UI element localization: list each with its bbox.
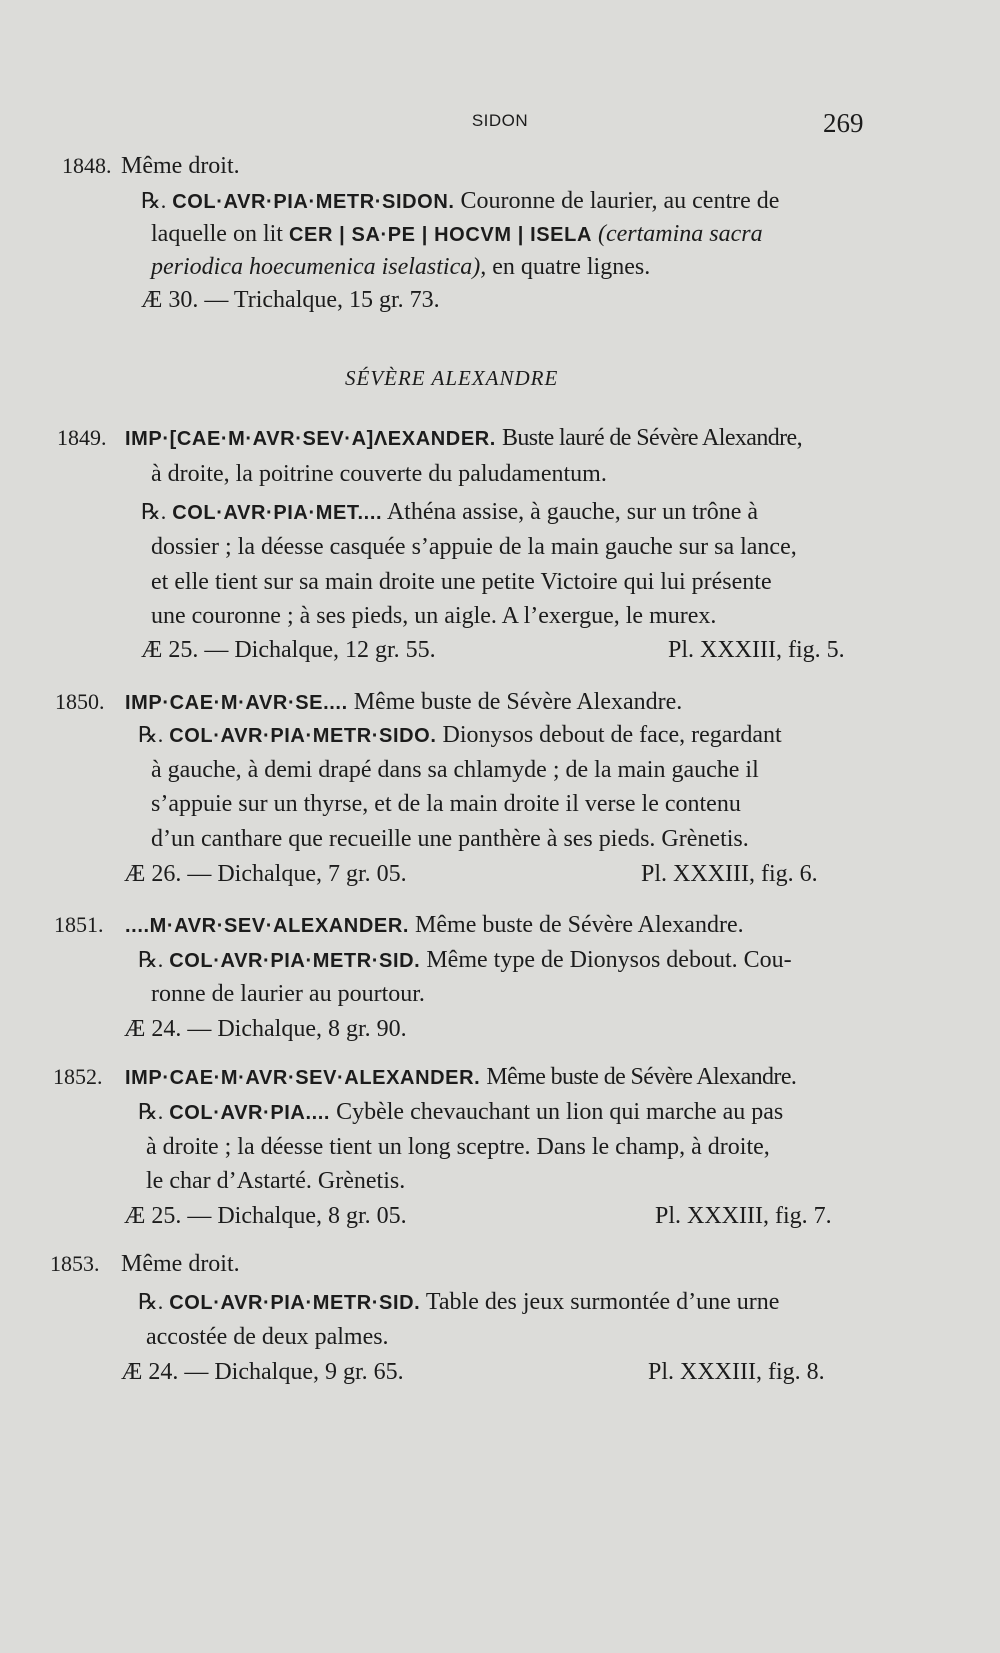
entry-1852-reverse-line2: à droite ; la déesse tient un long sceptre. Dans le champ, à droite, [146, 1134, 770, 1160]
entry-1848-reverse-line1 [141, 185, 779, 218]
entry-1851-metrology: Æ 24. — Dichalque, 8 gr. 90. [124, 1016, 407, 1042]
reverse-symbol: ℞. [138, 1099, 164, 1124]
inscription-legend: CER | SA·PE | HOCVM | ISELA [288, 224, 592, 246]
entry-1850-reverse-line1 [138, 719, 782, 752]
entry-1849-metrology: Æ 25. — Dichalque, 12 gr. 55. [141, 637, 436, 663]
entry-number-1852: 1852. [53, 1064, 103, 1089]
entry-1850-reverse-line2: à gauche, à demi drapé dans sa chlamyde ; de la main gauche il [151, 757, 759, 783]
entry-1849-reverse-line3: et elle tient sur sa main droite une petite Victoire qui lui présente [151, 569, 772, 595]
reverse-text: Athéna assise, à gauche, sur un trône à [386, 499, 759, 525]
entry-1851-reverse-line1 [138, 944, 792, 977]
obverse-text: Buste lauré de Sévère Alexandre, [501, 425, 802, 451]
reverse-symbol: ℞. [138, 947, 164, 972]
entry-number-1851: 1851. [54, 912, 104, 937]
entry-1850-obverse [125, 686, 682, 719]
obverse-text: Même buste de Sévère Alexandre. [353, 689, 683, 715]
reverse-legend: COL·AVR·PIA·METR·SID. [169, 950, 421, 972]
entry-1848-reverse-line2 [151, 218, 763, 251]
entry-1849-obverse-line2: à droite, la poitrine couverte du paludamentum. [151, 461, 607, 487]
entry-number-1848: 1848. [62, 153, 112, 178]
reverse-symbol: ℞. [141, 188, 167, 213]
entry-1850-reverse-line3: s’appuie sur un thyrse, et de la main droite il verse le contenu [151, 791, 741, 817]
entry-1848-obverse: Même droit. [121, 153, 240, 179]
reverse-legend: COL·AVR·PIA.... [169, 1102, 331, 1124]
entry-1849-reverse-line4: une couronne ; à ses pieds, un aigle. A l’exergue, le murex. [151, 603, 717, 629]
reverse-text: Même type de Dionysos debout. Cou- [426, 947, 792, 973]
reverse-text: Dionysos debout de face, regardant [442, 722, 782, 748]
entry-1852-plate-ref: Pl. XXXIII, fig. 7. [655, 1203, 832, 1229]
entry-number-1850: 1850. [55, 689, 105, 714]
reverse-legend: COL·AVR·PIA·METR·SIDO. [169, 725, 437, 747]
entry-1849-reverse-line1 [141, 496, 758, 529]
entry-1853-plate-ref: Pl. XXXIII, fig. 8. [648, 1359, 825, 1385]
entry-1851-reverse-line2: ronne de laurier au pourtour. [151, 981, 425, 1007]
entry-1849-obverse [125, 422, 802, 455]
entry-number-1853: 1853. [50, 1251, 100, 1276]
entry-1853-obverse: Même droit. [121, 1251, 240, 1277]
reverse-legend: COL·AVR·PIA·MET.... [172, 502, 383, 524]
page-number: 269 [823, 108, 864, 138]
entry-1853-metrology: Æ 24. — Dichalque, 9 gr. 65. [121, 1359, 404, 1385]
reverse-symbol: ℞. [138, 722, 164, 747]
reverse-text: laquelle on lit [151, 221, 283, 247]
obverse-text: Même buste de Sévère Alexandre. [486, 1064, 797, 1090]
running-header: SIDON [471, 111, 529, 130]
obverse-legend: ....M·AVR·SEV·ALEXANDER. [125, 915, 410, 937]
entry-1852-metrology: Æ 25. — Dichalque, 8 gr. 05. [124, 1203, 407, 1229]
obverse-legend: IMP·CAE·M·AVR·SEV·ALEXANDER. [125, 1067, 481, 1089]
latin-gloss: (certamina sacra [598, 221, 763, 247]
reverse-legend: COL·AVR·PIA·METR·SIDON. [172, 191, 455, 213]
entry-1850-metrology: Æ 26. — Dichalque, 7 gr. 05. [124, 861, 407, 887]
entry-1853-reverse-line2: accostée de deux palmes. [146, 1324, 389, 1350]
entry-1848-metrology: Æ 30. — Trichalque, 15 gr. 73. [141, 287, 440, 313]
obverse-text: Même buste de Sévère Alexandre. [415, 912, 744, 938]
reverse-text: Table des jeux surmontée d’une urne [425, 1289, 780, 1315]
reverse-text: en quatre lignes. [492, 254, 651, 280]
entry-1852-obverse [125, 1061, 796, 1094]
entry-1849-plate-ref: Pl. XXXIII, fig. 5. [668, 637, 845, 663]
entry-1848-reverse-line3 [151, 251, 650, 283]
entry-1852-reverse-line3: le char d’Astarté. Grènetis. [146, 1168, 406, 1194]
entry-1850-plate-ref: Pl. XXXIII, fig. 6. [641, 861, 818, 887]
entry-1853-reverse-line1 [138, 1286, 779, 1319]
reverse-text: Cybèle chevauchant un lion qui marche au pas [336, 1099, 784, 1125]
entry-number-1849: 1849. [57, 425, 107, 450]
entry-1852-reverse-line1 [138, 1096, 783, 1129]
entry-1849-reverse-line2: dossier ; la déesse casquée s’appuie de la main gauche sur sa lance, [151, 534, 797, 560]
reverse-legend: COL·AVR·PIA·METR·SID. [169, 1292, 421, 1314]
section-title: SÉVÈRE ALEXANDRE [345, 366, 559, 390]
entry-1850-reverse-line4: d’un canthare que recueille une panthère à ses pieds. Grènetis. [151, 826, 749, 852]
entry-1851-obverse [125, 909, 744, 942]
obverse-legend: IMP·[CAE·M·AVR·SEV·A]ΛEXANDER. [125, 428, 496, 450]
reverse-symbol: ℞. [138, 1289, 164, 1314]
reverse-symbol: ℞. [141, 499, 167, 524]
obverse-legend: IMP·CAE·M·AVR·SE.... [125, 692, 348, 714]
latin-gloss: periodica hoecumenica iselastica), [151, 254, 487, 280]
reverse-text: Couronne de laurier, au centre de [460, 188, 780, 214]
